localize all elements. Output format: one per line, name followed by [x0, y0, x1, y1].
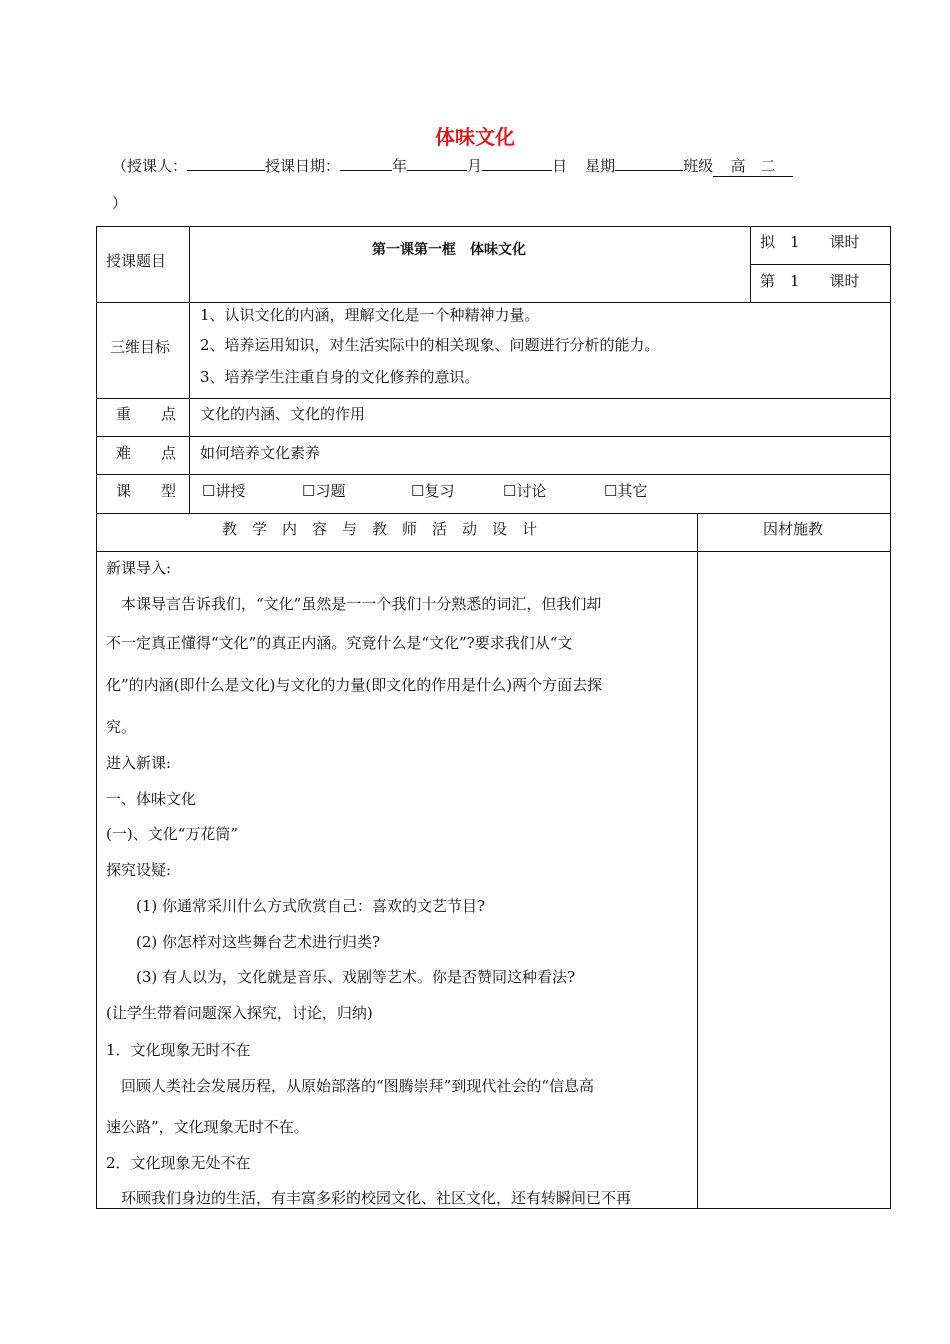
type-option-discussion[interactable]: ☐讨论	[503, 482, 547, 500]
goal-item: 2、培养运用知识，对生活实际中的相关现象、问题进行分析的能力。	[200, 336, 660, 354]
close-paren: ）	[112, 194, 128, 212]
table-border-left	[96, 226, 97, 1209]
table-border-bottom	[96, 1208, 891, 1209]
adaptive-header: 因材施教	[763, 520, 824, 538]
content-line: 2．文化现象无处不在	[106, 1154, 251, 1172]
content-line: 本课导言告诉我们，“文化”虽然是一一个我们十分熟悉的词汇，但我们却	[106, 595, 602, 613]
key-value: 文化的内涵、文化的作用	[200, 405, 366, 423]
difficulty-value: 如何培养文化素养	[200, 444, 321, 462]
hours-current: 第 1 课时	[760, 272, 860, 290]
key-label: 重 点	[116, 405, 177, 423]
header-line	[112, 154, 793, 177]
hours-column-divider	[750, 226, 751, 303]
page-title: 体味文化	[435, 125, 515, 149]
content-line: 究。	[106, 718, 137, 736]
content-line: 探究设疑:	[106, 861, 172, 879]
day-label: 日	[552, 157, 568, 175]
table-hours-divider	[750, 264, 891, 265]
weekday-blank	[615, 154, 683, 171]
month-blank	[407, 154, 467, 171]
table-row-line-4	[96, 474, 891, 475]
content-line: (一)、文化“万花筒”	[106, 825, 239, 843]
teacher-blank	[187, 154, 265, 171]
difficulty-label: 难 点	[116, 444, 177, 462]
type-option-other[interactable]: ☐其它	[604, 482, 648, 500]
table-row-line-3	[96, 436, 891, 437]
content-line: 环顾我们身边的生活，有丰富多彩的校园文化、社区文化，还有转瞬间已不再	[106, 1189, 632, 1207]
content-column-divider	[697, 513, 698, 1209]
teacher-label: （授课人：	[112, 157, 188, 175]
goals-label: 三维目标	[110, 338, 171, 356]
content-line: 化”的内涵(即什么是文化)与文化的力量(即文化的作用是什么)两个方面去探	[106, 676, 603, 694]
content-line: (1) 你通常采川什么方式欣赏自己：喜欢的文艺节目?	[106, 897, 486, 915]
date-label: 授课日期：	[265, 157, 341, 175]
class-value: 高 二	[713, 155, 793, 177]
table-border-top	[96, 226, 891, 227]
label-column-divider	[189, 226, 190, 514]
table-border-right	[890, 226, 891, 1209]
content-line: 进入新课:	[106, 754, 172, 772]
type-option-lecture[interactable]: ☐讲授	[202, 482, 246, 500]
content-line: (3) 有人以为，文化就是音乐、戏剧等艺术。你是否赞同这种看法?	[106, 968, 576, 986]
table-row-line-5	[96, 513, 891, 514]
day-blank	[482, 154, 552, 171]
content-line: 速公路”，文化现象无时不在。	[106, 1118, 309, 1136]
content-line: 不一定真正懂得“文化”的真正内涵。究竟什么是“文化”?要求我们从“文	[106, 634, 573, 652]
content-header: 教 学 内 容 与 教 师 活 动 设 计	[222, 520, 538, 538]
table-row-line-6	[96, 551, 891, 552]
topic-label: 授课题目	[106, 252, 167, 270]
month-label: 月	[467, 157, 483, 175]
content-line: 回顾人类社会发展历程，从原始部落的“图腾崇拜”到现代社会的“信息高	[106, 1077, 595, 1095]
weekday-label: 星期	[585, 157, 616, 175]
type-option-review[interactable]: ☐复习	[411, 482, 455, 500]
content-line: 1．文化现象无时不在	[106, 1041, 251, 1059]
content-line: 一、体味文化	[106, 790, 197, 808]
goal-item: 1、认识文化的内涵，理解文化是一个种精神力量。	[200, 306, 540, 324]
content-line: (2) 你怎样对这些舞台艺术进行归类?	[106, 933, 381, 951]
content-line: 新课导入:	[106, 559, 172, 577]
goal-item: 3、培养学生注重自身的文化修养的意识。	[200, 368, 480, 386]
year-label: 年	[392, 157, 408, 175]
content-line: (让学生带着问题深入探究，讨论，归纳)	[106, 1004, 373, 1022]
hours-planned: 拟 1 课时	[760, 233, 860, 251]
year-blank	[340, 154, 392, 171]
table-row-line-1	[96, 302, 891, 303]
type-option-exercise[interactable]: ☐习题	[302, 482, 346, 500]
table-row-line-2	[96, 398, 891, 399]
topic-value: 第一课第一框 体味文化	[372, 242, 526, 258]
class-label: 班级	[683, 157, 714, 175]
type-label: 课 型	[116, 482, 177, 500]
